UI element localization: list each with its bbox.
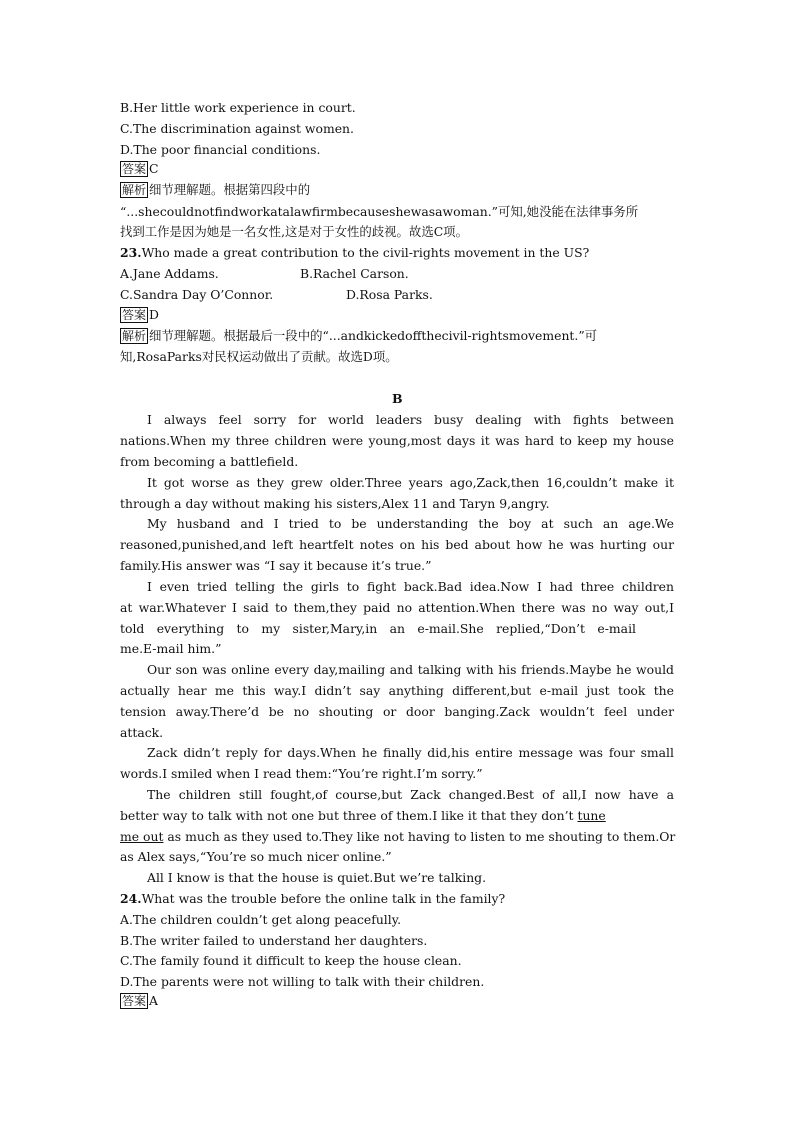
q24-stem-line — [120, 891, 505, 907]
q23-answer-line — [120, 307, 159, 323]
q23-number: 23. — [120, 245, 142, 260]
q24-option-d: D.The parents were not willing to talk with their children. — [120, 974, 485, 989]
answer-label: 答案 — [122, 308, 147, 322]
passage-line: It got worse as they grew older.Three years ago,Zack,then 16,couldn’t make it — [147, 475, 674, 490]
q23-stem-line — [120, 245, 589, 261]
q22-analysis-line2: “...shecouldnotfindworkatalawfirmbecauseshewasawoman.”可知,她没能在法律事务所 — [120, 204, 639, 219]
passage-line: at war.Whatever I said to them,they paid no attention.When there was no way out,I — [120, 600, 674, 615]
q23-analysis-line1 — [120, 328, 597, 344]
passage-line: attack. — [120, 725, 164, 740]
passage-text: better way to talk with not one but three of them.I like it that they don’t — [120, 808, 578, 823]
passage-line: from becoming a battlefield. — [120, 454, 299, 469]
q23-option-c: C.Sandra Day O’Connor. — [120, 287, 274, 302]
q23-answer: D — [149, 307, 159, 322]
q24-option-a: A.The children couldn’t get along peacefully. — [120, 912, 402, 927]
q23-option-d: D.Rosa Parks. — [346, 287, 433, 302]
underlined-phrase: me out — [120, 829, 164, 844]
passage-line: Zack didn’t reply for days.When he finally did,his entire message was four small — [147, 745, 674, 760]
passage-line: Our son was online every day,mailing and talking with his friends.Maybe he would — [147, 662, 674, 677]
q24-answer-line — [120, 993, 158, 1009]
passage-line: through a day without making his sisters,Alex 11 and Taryn 9,angry. — [120, 496, 550, 511]
q24-number: 24. — [120, 891, 142, 906]
passage-line: actually hear me this way.I didn’t say anything different,but e-mail just took the — [120, 683, 674, 698]
passage-line: reasoned,punished,and left heartfelt notes on his bed about how he was hurting our — [120, 537, 674, 552]
q22-option-b: B.Her little work experience in court. — [120, 100, 356, 115]
passage-text: as much as they used to.They like not having to listen to me shouting to them.Or — [167, 829, 676, 844]
passage-line: tension away.There’d be no shouting or door banging.Zack wouldn’t feel under — [120, 704, 674, 719]
q22-option-c: C.The discrimination against women. — [120, 121, 354, 136]
passage-line: as Alex says,“You’re so much nicer online.” — [120, 849, 392, 864]
passage-b-title: B — [392, 391, 403, 406]
q22-analysis-text1: 细节理解题。根据第四段中的 — [149, 182, 311, 197]
q23-analysis-text1: 细节理解题。根据最后一段中的“...andkickedoffthecivil-rightsmovement.”可 — [149, 328, 598, 343]
q24-option-c: C.The family found it difficult to keep the house clean. — [120, 953, 462, 968]
q23-option-b: B.Rachel Carson. — [300, 266, 409, 281]
q22-option-d: D.The poor financial conditions. — [120, 142, 321, 157]
passage-line: told everything to my sister,Mary,in an e-mail.She replied,“Don’t e-mail — [120, 621, 636, 636]
passage-line-with-underline — [120, 829, 675, 845]
analysis-label: 解析 — [122, 183, 147, 197]
underlined-phrase: tune — [577, 808, 606, 823]
q24-stem: What was the trouble before the online talk in the family? — [141, 891, 506, 906]
q22-analysis-line1 — [120, 182, 310, 198]
answer-label: 答案 — [122, 994, 147, 1008]
passage-line: family.His answer was “I say it because it’s true.” — [120, 558, 432, 573]
q23-stem: Who made a great contribution to the civil-rights movement in the US? — [141, 245, 590, 260]
q24-option-b: B.The writer failed to understand her daughters. — [120, 933, 428, 948]
q22-answer: C — [149, 161, 159, 176]
answer-label: 答案 — [122, 162, 147, 176]
passage-line: I even tried telling the girls to fight back.Bad idea.Now I had three children — [147, 579, 674, 594]
passage-line: My husband and I tried to be understanding the boy at such an age.We — [147, 516, 674, 531]
passage-line: The children still fought,of course,but Zack changed.Best of all,I now have a — [147, 787, 674, 802]
passage-line: All I know is that the house is quiet.But we’re talking. — [147, 870, 487, 885]
passage-line: nations.When my three children were young,most days it was hard to keep my house — [120, 433, 674, 448]
q23-analysis-line2: 知,RosaParks对民权运动做出了贡献。故选D项。 — [120, 349, 398, 364]
passage-line: me.E-mail him.” — [120, 641, 222, 656]
passage-line: words.I smiled when I read them:“You’re right.I’m sorry.” — [120, 766, 483, 781]
q24-answer: A — [149, 993, 158, 1008]
q23-option-a: A.Jane Addams. — [120, 266, 219, 281]
passage-line: I always feel sorry for world leaders busy dealing with fights between — [147, 412, 674, 427]
passage-line-with-underline — [120, 808, 606, 824]
analysis-label: 解析 — [122, 329, 147, 343]
q22-analysis-line3: 找到工作是因为她是一名女性,这是对于女性的歧视。故选C项。 — [120, 224, 468, 239]
q22-answer-line — [120, 161, 159, 177]
